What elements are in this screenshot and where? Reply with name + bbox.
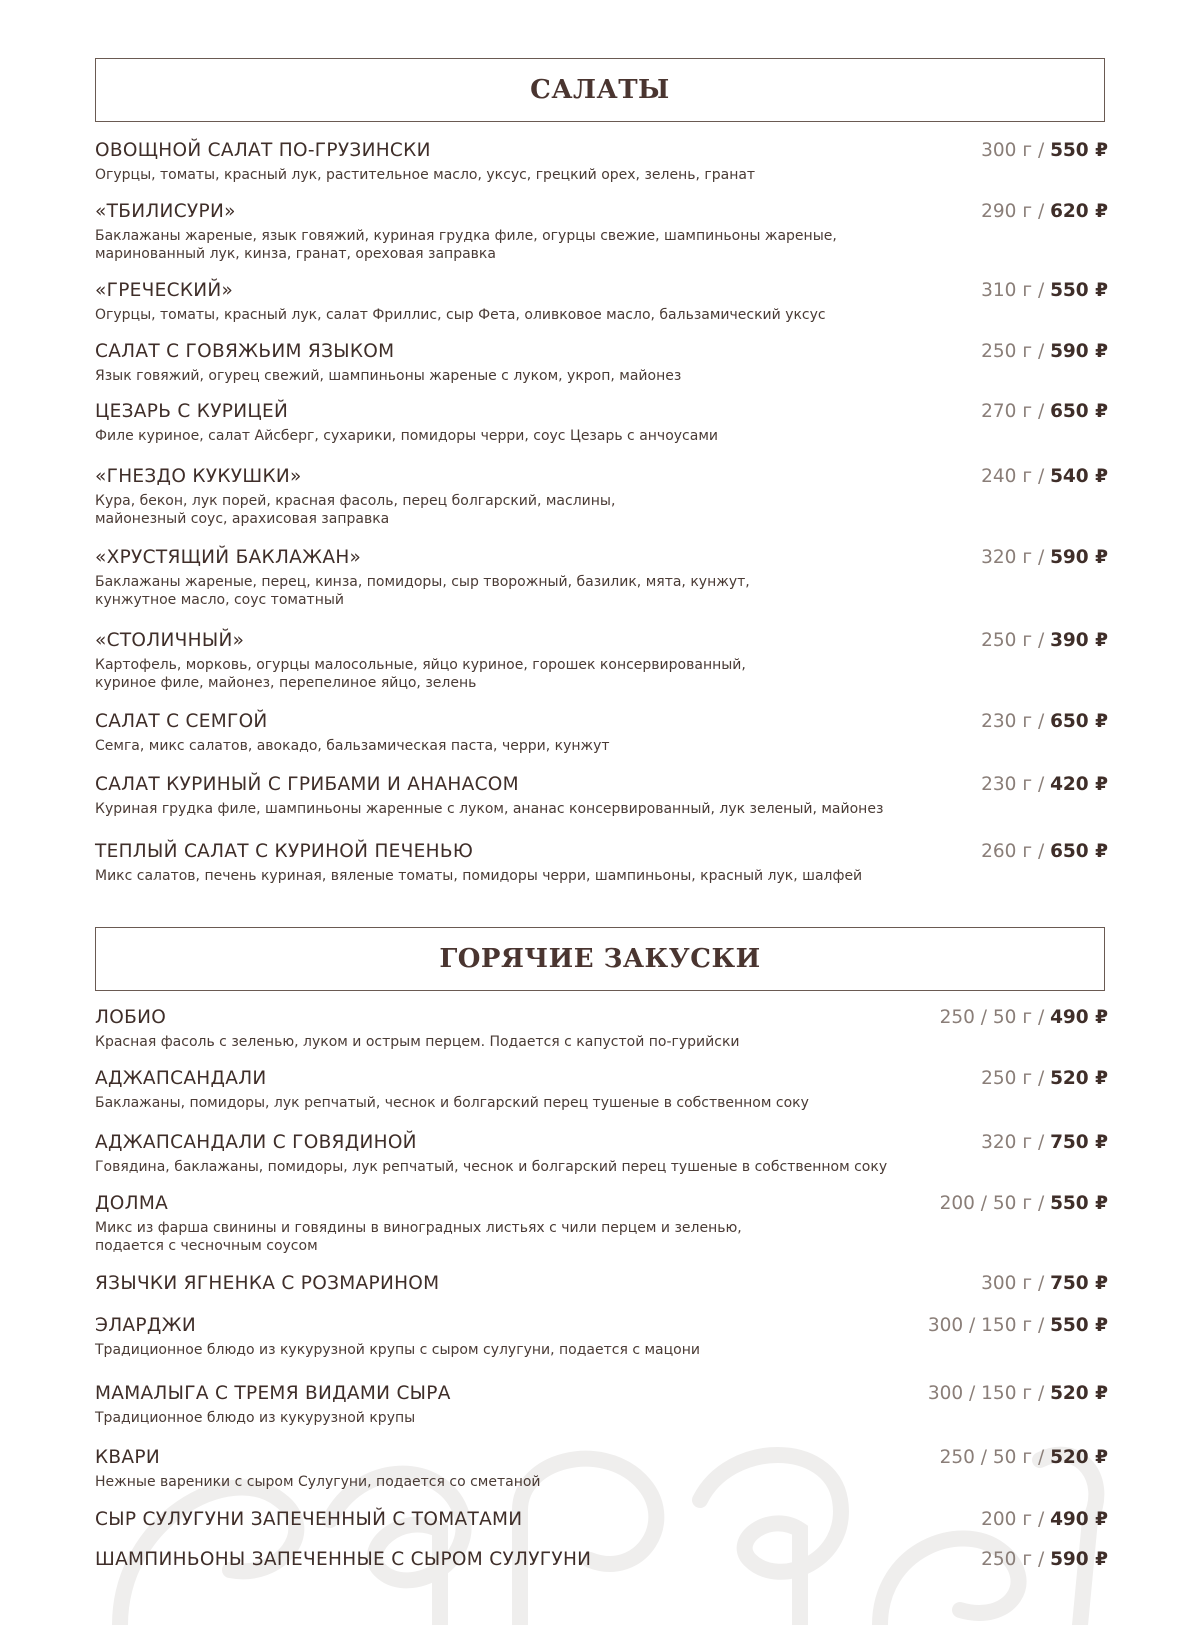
item-price: 250 г / 590 ₽ [981,341,1108,362]
menu-item [95,466,1108,528]
menu-item [95,140,1108,184]
item-name: АДЖАПСАНДАЛИ С ГОВЯДИНОЙ [95,1132,417,1153]
menu-item [95,1447,1108,1491]
item-price: 310 г / 550 ₽ [981,280,1108,301]
menu-item [95,1193,1108,1255]
item-name: «ГНЕЗДО КУКУШКИ» [95,466,302,487]
menu-item [95,1068,1108,1112]
item-description: Баклажаны, помидоры, лук репчатый, чеснок и болгарский перец тушеные в собственном соку [95,1095,809,1111]
item-weight: 250 г [981,630,1033,651]
item-weight: 320 г [981,547,1033,568]
item-name: ЛОБИО [95,1007,167,1028]
item-description: Говядина, баклажаны, помидоры, лук репчатый, чеснок и болгарский перец тушеные в собственном соку [95,1159,888,1175]
item-description: Язык говяжий, огурец свежий, шампиньоны жареные с луком, укроп, майонез [95,368,682,384]
item-name: МАМАЛЫГА С ТРЕМЯ ВИДАМИ СЫРА [95,1383,451,1404]
item-name: САЛАТ КУРИНЫЙ С ГРИБАМИ И АНАНАСОМ [95,774,519,795]
item-cost: 520 ₽ [1050,1383,1108,1404]
section-title: САЛАТЫ [530,75,670,105]
item-price: 270 г / 650 ₽ [981,401,1108,422]
item-cost: 490 ₽ [1050,1007,1108,1028]
item-cost: 490 ₽ [1050,1509,1108,1530]
item-price: 230 г / 420 ₽ [981,774,1108,795]
item-price: 250 / 50 г / 490 ₽ [939,1007,1108,1028]
item-weight: 300 г [981,140,1033,161]
menu-item [95,630,1108,692]
menu-item [95,1509,1108,1535]
item-cost: 750 ₽ [1050,1273,1108,1294]
item-price: 260 г / 650 ₽ [981,841,1108,862]
item-cost: 650 ₽ [1050,841,1108,862]
item-weight: 250 / 50 г [939,1447,1033,1468]
item-cost: 650 ₽ [1050,401,1108,422]
item-name: САЛАТ С СЕМГОЙ [95,711,268,732]
section-header-salads [95,58,1105,122]
menu-item [95,711,1108,755]
item-weight: 230 г [981,711,1033,732]
item-weight: 250 г [981,1549,1033,1570]
item-name: ДОЛМА [95,1193,169,1214]
menu-item [95,1007,1108,1051]
menu-item [95,1273,1108,1299]
item-weight: 250 / 50 г [939,1007,1033,1028]
item-weight: 310 г [981,280,1033,301]
item-price: 250 г / 520 ₽ [981,1068,1108,1089]
item-price: 300 / 150 г / 550 ₽ [927,1315,1108,1336]
item-weight: 300 г [981,1273,1033,1294]
item-description: Традиционное блюдо из кукурузной крупы с сыром сулугуни, подается с мацони [95,1342,700,1358]
item-cost: 520 ₽ [1050,1068,1108,1089]
item-weight: 250 г [981,341,1033,362]
menu-item [95,1132,1108,1176]
section-header-hot-appetizers [95,927,1105,991]
item-price: 300 / 150 г / 520 ₽ [927,1383,1108,1404]
item-description: Кура, бекон, лук порей, красная фасоль, перец болгарский, маслины, майонезный соус, арахисовая заправка [95,493,616,527]
item-cost: 550 ₽ [1050,1193,1108,1214]
menu-item [95,1383,1108,1427]
item-weight: 200 г [981,1509,1033,1530]
item-cost: 590 ₽ [1050,547,1108,568]
item-name: «ТБИЛИСУРИ» [95,201,236,222]
section-title: ГОРЯЧИЕ ЗАКУСКИ [439,944,761,974]
item-description: Картофель, морковь, огурцы малосольные, яйцо куриное, горошек консервированный, куриное филе, майонез, перепелиное яйцо, зелень [95,657,746,691]
item-name: САЛАТ С ГОВЯЖЬИМ ЯЗЫКОМ [95,341,395,362]
item-description: Семга, микс салатов, авокадо, бальзамическая паста, черри, кунжут [95,738,610,754]
item-weight: 300 / 150 г [927,1383,1033,1404]
item-description: Традиционное блюдо из кукурузной крупы [95,1410,416,1426]
menu-item [95,341,1108,385]
menu-item [95,280,1108,324]
item-price: 250 / 50 г / 520 ₽ [939,1447,1108,1468]
item-name: ЯЗЫЧКИ ЯГНЕНКА С РОЗМАРИНОМ [95,1273,440,1294]
item-cost: 650 ₽ [1050,711,1108,732]
item-cost: 390 ₽ [1050,630,1108,651]
item-description: Микс салатов, печень куриная, вяленые томаты, помидоры черри, шампиньоны, красный лук, шалфей [95,868,863,884]
item-price: 200 г / 490 ₽ [981,1509,1108,1530]
item-name: СЫР СУЛУГУНИ ЗАПЕЧЕННЫЙ С ТОМАТАМИ [95,1509,523,1530]
item-price: 290 г / 620 ₽ [981,201,1108,222]
item-cost: 550 ₽ [1050,140,1108,161]
item-price: 230 г / 650 ₽ [981,711,1108,732]
item-name: ОВОЩНОЙ САЛАТ ПО-ГРУЗИНСКИ [95,140,431,161]
item-weight: 260 г [981,841,1033,862]
item-weight: 320 г [981,1132,1033,1153]
item-name: «СТОЛИЧНЫЙ» [95,630,245,651]
item-cost: 420 ₽ [1050,774,1108,795]
menu-item [95,774,1108,818]
item-cost: 550 ₽ [1050,280,1108,301]
item-price: 300 г / 550 ₽ [981,140,1108,161]
item-weight: 270 г [981,401,1033,422]
item-price: 300 г / 750 ₽ [981,1273,1108,1294]
item-description: Микс из фарша свинины и говядины в виноградных листьях с чили перцем и зеленью, подается с чесночным соусом [95,1220,742,1254]
item-description: Филе куриное, салат Айсберг, сухарики, помидоры черри, соус Цезарь с анчоусами [95,428,718,444]
item-weight: 290 г [981,201,1033,222]
item-name: ТЕПЛЫЙ САЛАТ С КУРИНОЙ ПЕЧЕНЬЮ [95,841,474,862]
item-description: Куриная грудка филе, шампиньоны жаренные с луком, ананас консервированный, лук зеленый, майонез [95,801,884,817]
item-weight: 240 г [981,466,1033,487]
item-cost: 550 ₽ [1050,1315,1108,1336]
item-cost: 590 ₽ [1050,1549,1108,1570]
item-name: «ХРУСТЯЩИЙ БАКЛАЖАН» [95,547,362,568]
item-price: 240 г / 540 ₽ [981,466,1108,487]
item-description: Баклажаны жареные, язык говяжий, куриная грудка филе, огурцы свежие, шампиньоны жареные, маринованный лук, кинза, гранат, ореховая заправка [95,228,837,262]
menu-item [95,841,1108,885]
item-description: Красная фасоль с зеленью, луком и острым перцем. Подается с капустой по-гурийски [95,1034,740,1050]
item-name: ЦЕЗАРЬ С КУРИЦЕЙ [95,401,289,422]
item-description: Нежные вареники с сыром Сулугуни, подается со сметаной [95,1474,541,1490]
item-price: 250 г / 590 ₽ [981,1549,1108,1570]
item-weight: 200 / 50 г [939,1193,1033,1214]
menu-item [95,547,1108,609]
item-description: Огурцы, томаты, красный лук, растительное масло, уксус, грецкий орех, зелень, гранат [95,167,756,183]
item-weight: 300 / 150 г [927,1315,1033,1336]
item-description: Огурцы, томаты, красный лук, салат Фриллис, сыр Фета, оливковое масло, бальзамический уксус [95,307,826,323]
menu-item [95,1549,1108,1575]
item-weight: 250 г [981,1068,1033,1089]
item-cost: 620 ₽ [1050,201,1108,222]
item-price: 200 / 50 г / 550 ₽ [939,1193,1108,1214]
item-name: ЭЛАРДЖИ [95,1315,196,1336]
item-cost: 520 ₽ [1050,1447,1108,1468]
item-cost: 540 ₽ [1050,466,1108,487]
menu-item [95,401,1108,445]
item-price: 320 г / 590 ₽ [981,547,1108,568]
item-weight: 230 г [981,774,1033,795]
menu-item [95,201,1108,263]
item-name: «ГРЕЧЕСКИЙ» [95,280,234,301]
item-price: 320 г / 750 ₽ [981,1132,1108,1153]
item-price: 250 г / 390 ₽ [981,630,1108,651]
item-cost: 590 ₽ [1050,341,1108,362]
menu-item [95,1315,1108,1359]
item-name: ШАМПИНЬОНЫ ЗАПЕЧЕННЫЕ С СЫРОМ СУЛУГУНИ [95,1549,592,1570]
item-name: АДЖАПСАНДАЛИ [95,1068,267,1089]
item-description: Баклажаны жареные, перец, кинза, помидоры, сыр творожный, базилик, мята, кунжут, кунжутное масло, соус томатный [95,574,750,608]
item-name: КВАРИ [95,1447,160,1468]
item-cost: 750 ₽ [1050,1132,1108,1153]
